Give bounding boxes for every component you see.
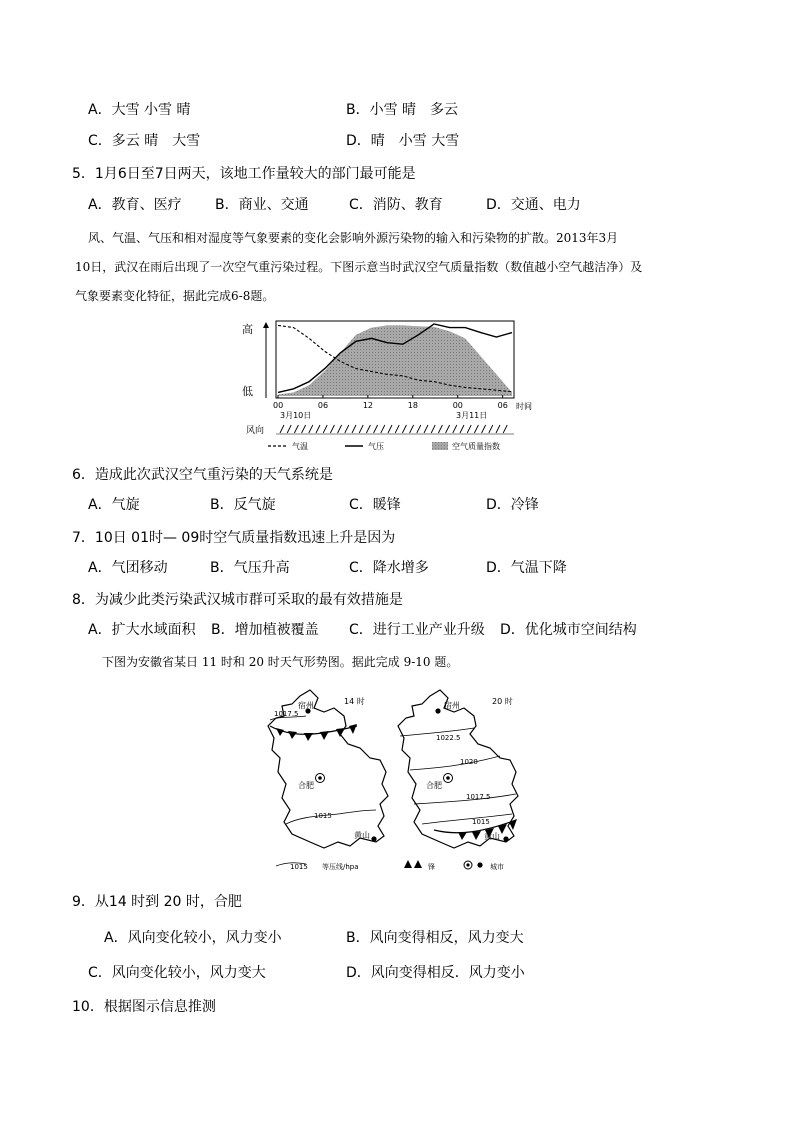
x-tick-label: 18 [407, 401, 418, 410]
legend-temp-label: 气温 [292, 442, 308, 451]
q9-option-b: B．风向变得相反，风力变大 [346, 930, 524, 946]
intro1-line3: 气象要素变化特征，据此完成6-8题。 [75, 289, 275, 303]
q7-option-d: D．气温下降 [486, 560, 567, 576]
wind-barb [345, 425, 349, 433]
q6-option-d: D．冷锋 [486, 497, 539, 513]
q7-stem: 7．10日 01时— 09时空气质量指数迅速上升是因为 [72, 530, 396, 546]
wind-barb [402, 425, 406, 433]
wind-barb [431, 425, 435, 433]
city-label: 宿州 [444, 701, 460, 710]
legend-front-triangle [404, 860, 412, 868]
city-hefei-left-dot [318, 776, 322, 780]
map-right-title: 20 时 [492, 697, 513, 706]
wind-barb [503, 425, 507, 433]
q4-option-a: A．大雪 小雪 晴 [88, 102, 191, 118]
intro1-line1: 风、气温、气压和相对湿度等气象要素的变化会影响外源污染物的输入和污染物的扩散。2013年3月 [88, 231, 619, 245]
date2-label: 3月11日 [456, 411, 488, 420]
wind-barb [417, 425, 421, 433]
y-axis-arrowhead [263, 322, 269, 328]
wind-barb [359, 425, 363, 433]
q8-stem: 8．为减少此类污染武汉城市群可采取的最有效措施是 [72, 592, 403, 608]
x-tick-label: 00 [273, 401, 284, 410]
q9-option-a: A．风向变化较小，风力变小 [104, 930, 282, 946]
city-huangshan-right [503, 836, 508, 841]
wind-barb [294, 425, 298, 433]
q6-option-a: A．气旋 [88, 497, 140, 513]
front-triangle [349, 724, 357, 734]
wind-barb [323, 425, 327, 433]
legend-front-triangle [414, 860, 422, 868]
wind-barb [280, 425, 284, 433]
intro2: 下图为安徽省某日 11 时和 20 时天气形势图。据此完成 9-10 题。 [102, 655, 459, 669]
x-unit-label: 时间 [516, 402, 532, 411]
wind-barb [374, 425, 378, 433]
series-aqi-area [278, 325, 512, 396]
q8-option-d: D．优化城市空间结构 [500, 622, 637, 638]
map-left [268, 690, 388, 848]
city-label: 合肥 [298, 781, 314, 790]
anhui-weather-map [262, 686, 552, 872]
city-huangshan-left [371, 836, 376, 841]
wind-barb [410, 425, 414, 433]
intro1-line2: 10日，武汉在雨后出现了一次空气重污染过程。下图示意当时武汉空气质量指数（数值越小空气越洁净）及 [75, 260, 643, 274]
isobar-label: 1017.5 [466, 793, 491, 801]
wind-barb [482, 425, 486, 433]
isobar-label: 1015 [314, 812, 332, 820]
q5-option-a: A．教育、医疗 [88, 197, 182, 213]
city-label: 合肥 [426, 781, 442, 790]
legend-isobar-value: 1015 [290, 863, 308, 871]
city-label: 黄山 [354, 831, 370, 840]
isobar-label: 1022.5 [436, 734, 461, 742]
q5-stem: 5．1月6日至7日两天，该地工作量较大的部门最可能是 [72, 166, 416, 182]
legend-city-symbol [477, 862, 482, 867]
legend-city-label: 城市 [490, 863, 504, 871]
city-hefei-right-dot [446, 776, 450, 780]
q8-option-b: B．增加植被覆盖 [211, 622, 319, 638]
q7-option-c: C．降水增多 [349, 560, 429, 576]
legend-aqi-label: 空气质量指数 [452, 442, 500, 451]
plot-layer [278, 324, 512, 396]
x-tick-label: 00 [452, 401, 463, 410]
q9-option-c: C．风向变化较小，风力变大 [88, 965, 266, 981]
map-left-title: 14 时 [344, 697, 365, 706]
q6-stem: 6．造成此次武汉空气重污染的天气系统是 [72, 467, 333, 483]
wind-barb [309, 425, 313, 433]
wuhan-chart [240, 316, 540, 454]
q9-stem: 9．从14 时到 20 时，合肥 [72, 894, 242, 910]
isobar-label: 1017.5 [274, 710, 299, 718]
wind-barb [424, 425, 428, 433]
wind-barb [381, 425, 385, 433]
anhui-outline-right [398, 690, 518, 848]
city-suzhou-right [435, 708, 440, 713]
wind-barb [388, 425, 392, 433]
legend-front-label: 锋 [428, 863, 435, 871]
x-tick-label: 12 [362, 401, 374, 410]
q7-option-a: A．气团移动 [88, 560, 168, 576]
wind-barb [352, 425, 356, 433]
y-low-label: 低 [242, 385, 253, 398]
wind-barb [302, 425, 306, 433]
q4-option-c: C．多云 晴 大雪 [88, 133, 201, 149]
legend-pressure-label: 气压 [368, 442, 384, 451]
tick-layer [273, 395, 508, 410]
x-tick-label: 06 [317, 401, 329, 410]
wind-barb [467, 425, 471, 433]
q5-option-d: D．交通、电力 [486, 197, 581, 213]
isobar-label: 1020 [460, 758, 478, 766]
city-label: 黄山 [484, 832, 500, 841]
q9-option-d: D．风向变得相反．风力变小 [346, 965, 525, 981]
wind-barb [287, 425, 291, 433]
wind-barb [395, 425, 399, 433]
q8-option-c: C．进行工业产业升级 [349, 622, 485, 638]
q7-option-b: B．气压升高 [210, 560, 290, 576]
date1-label: 3月10日 [280, 411, 312, 420]
wind-barb [438, 425, 442, 433]
wind-barb [338, 425, 342, 433]
wind-label: 风向 [246, 426, 265, 436]
wind-barb [453, 425, 457, 433]
x-tick-label: 06 [497, 401, 508, 410]
legend-aqi-swatch [432, 442, 448, 450]
legend-isobar-label: 等压线/hpa [322, 863, 359, 871]
q5-option-c: C．消防、教育 [349, 197, 443, 213]
wind-barb [330, 425, 334, 433]
map-right [398, 690, 518, 848]
q4-option-d: D．晴 小雪 大雪 [346, 133, 460, 149]
q8-option-a: A．扩大水域面积 [88, 622, 196, 638]
isobar-label: 1015 [472, 818, 490, 826]
wind-barb [489, 425, 493, 433]
wind-barb [496, 425, 500, 433]
city-label: 宿州 [298, 701, 314, 710]
wind-barb [446, 425, 450, 433]
wind-barb [460, 425, 464, 433]
map-legend [276, 860, 504, 871]
wind-barbs [276, 425, 514, 434]
wind-barb [316, 425, 320, 433]
q6-option-c: C．暖锋 [349, 497, 401, 513]
y-high-label: 高 [242, 323, 253, 336]
wind-barb [366, 425, 370, 433]
wind-barb [474, 425, 478, 433]
q6-option-b: B．反气旋 [210, 497, 276, 513]
q5-option-b: B．商业、交通 [215, 197, 309, 213]
q10-stem: 10．根据图示信息推测 [72, 999, 216, 1015]
q4-option-b: B．小雪 晴 多云 [346, 102, 459, 118]
legend-capital-dot [466, 863, 469, 866]
